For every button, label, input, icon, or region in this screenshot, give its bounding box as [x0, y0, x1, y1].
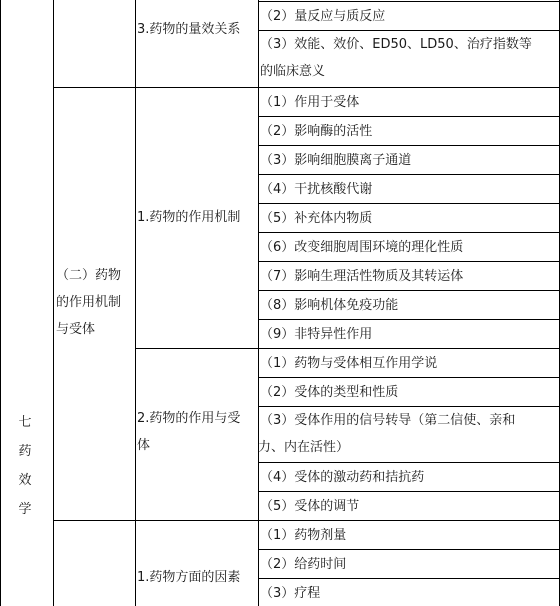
section-label-line: （二）药物 [56, 268, 122, 283]
list-item: （2）受体的类型和性质 [260, 385, 399, 400]
list-item: （2）影响酶的活性 [260, 124, 373, 139]
list-item: （5）受体的调节 [260, 499, 360, 514]
list-item: （9）非特异性作用 [260, 327, 373, 342]
list-item: （2）量反应与质反应 [260, 9, 386, 24]
table-left-border [0, 0, 1, 606]
chapter-char: 七 [18, 415, 32, 430]
unit-label: 1.药物的作用机制 [137, 210, 241, 225]
list-item: （7）影响生理活性物质及其转运体 [260, 269, 464, 284]
list-item: （2）给药时间 [260, 557, 347, 572]
list-item: （6）改变细胞周围环境的理化性质 [260, 240, 464, 255]
column-divider-1 [53, 0, 54, 606]
column-divider-2 [135, 0, 136, 606]
section-label-line: 的作用机制 [56, 295, 122, 310]
unit-label: 3.药物的量效关系 [137, 22, 241, 37]
list-item-line: （3）受体作用的信号转导（第二信使、亲和 [260, 413, 516, 428]
chapter-char: 学 [18, 502, 32, 517]
list-item: （1）作用于受体 [260, 95, 360, 110]
list-item: （4）干扰核酸代谢 [260, 182, 373, 197]
list-item-line: 的临床意义 [260, 64, 326, 79]
chapter-title [17, 408, 33, 524]
list-item-line: 力、内在活性） [258, 440, 350, 455]
unit-label [137, 405, 257, 459]
list-item: （3）影响细胞膜离子通道 [260, 153, 412, 168]
list-item [260, 407, 558, 461]
list-item: （4）受体的激动药和拮抗药 [260, 470, 425, 485]
unit-label-line: 体 [137, 438, 151, 453]
list-item: （5）补充体内物质 [260, 211, 373, 226]
chapter-char: 药 [18, 444, 32, 459]
list-item: （3）疗程 [260, 586, 321, 601]
list-item: （1）药物剂量 [260, 528, 347, 543]
unit-label: 1.药物方面的因素 [137, 570, 241, 585]
chapter-char: 效 [18, 473, 32, 488]
list-item-line: （3）效能、效价、ED50、LD50、治疗指数等 [260, 37, 532, 52]
section-label [56, 262, 134, 343]
unit-label-line: 2.药物的作用与受 [137, 411, 241, 426]
list-item: （1）药物与受体相互作用学说 [260, 356, 438, 371]
list-item [260, 31, 558, 85]
list-item: （8）影响机体免疫功能 [260, 298, 399, 313]
section-label-line: 与受体 [56, 322, 96, 337]
column-divider-3 [258, 0, 259, 606]
